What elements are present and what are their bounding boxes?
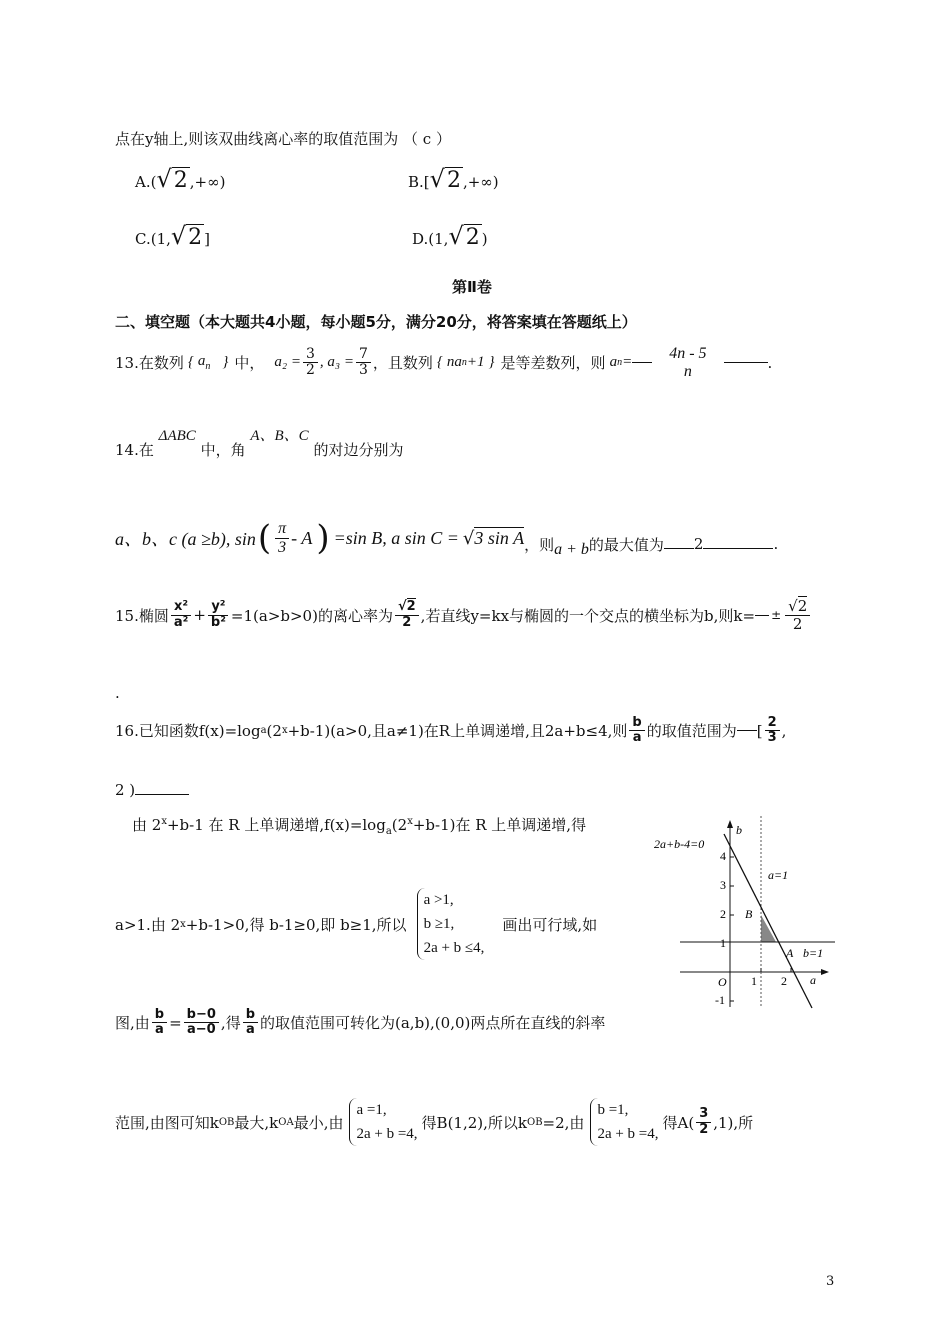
q12-option-c: C.(1,√2 ] xyxy=(135,222,211,250)
feasible-region xyxy=(761,915,776,942)
fraction-b-a: $\frac{b}{a}$ xyxy=(629,716,644,746)
fraction-7-3: $\frac{7}{3}$ xyxy=(356,347,371,379)
fraction-3-2: $\frac{3}{2}$ xyxy=(303,347,318,379)
sqrt-2: √2 xyxy=(448,222,480,250)
axis-label-b: b xyxy=(736,823,742,837)
sqrt-2: √2 xyxy=(170,222,203,250)
question-14-condition: a、b、c (a ≥b), sin ( $\frac{\pi}{3}$ - A ) =sin B, a sin C = √ 3 sin A ，则 a + b 的最大值为 2 . xyxy=(115,518,779,558)
fraction-b-a: $\frac{b}{a}$ xyxy=(152,1008,167,1038)
question-14: 14.在 ΔABC 中，角 A、B、C 的对边分别为 xyxy=(115,428,404,459)
tick-y-2: 2 xyxy=(720,907,726,921)
tick-x-2: 2 xyxy=(781,974,787,988)
a-axis-arrow-icon xyxy=(821,969,829,975)
equation-system-2: a =1, 2a + b =4, xyxy=(349,1098,417,1146)
question-13: 13.在数列 { $a_n$ } 中， a₂ = $\frac{3}{2}$ , a₃ = $\frac{7}{3}$ ，且数列 { na n +1 } 是等差数列，则 a n = 4n - 5 n . xyxy=(115,345,773,380)
q16-line2: 2 ) xyxy=(115,781,189,799)
tick-x-1: 1 xyxy=(751,974,757,988)
sqrt-2: √2 xyxy=(429,165,461,193)
fraction-y2-b2: $\frac{\text{y²}}{\text{b²}}$ xyxy=(208,600,229,630)
fraction-sqrt2-2: $\frac{√2}{2}$ xyxy=(395,600,419,630)
question-16: 16.已知函数f(x)=log a (2 x +b-1)(a>0,且a≠1)在R上单调递增,且2a+b≤4,则 $\frac{b}{a}$ 的取值范围为 [ $\frac{2}{3}$ , xyxy=(115,715,787,746)
q12-stem: 点在y轴上,则该双曲线离心率的取值范围为 （ c ） xyxy=(115,130,451,148)
q12-option-b: B.[√2 ,+∞) xyxy=(408,165,499,193)
q12-option-d: D.(1,√2 ) xyxy=(412,222,488,250)
answer-13: 4n - 5 n xyxy=(669,345,707,380)
label-a-equals-1: a=1 xyxy=(768,868,789,882)
answer-15: $\frac{√2}{2}$ xyxy=(785,598,810,632)
q12-option-a: A.(√2 ,+∞) xyxy=(135,165,226,193)
section-heading: 二、填空题（本大题共4小题，每小题5分，满分20分，将答案填在答题纸上） xyxy=(115,313,637,331)
b-axis-arrow-icon xyxy=(727,820,733,828)
tick-y-neg1: -1 xyxy=(715,993,725,1007)
equation-system-3: b =1, 2a + b =4, xyxy=(590,1098,658,1146)
point-b-label: B xyxy=(745,907,753,921)
inequality-system-1: a >1, b ≥1, 2a + b ≤4, xyxy=(417,888,485,960)
line-label: 2a+b-4=0 xyxy=(654,837,705,851)
tick-y-1: 1 xyxy=(720,936,726,950)
question-15: 15.椭圆 $\frac{\text{x²}}{\text{a²}}$ + $\frac{\text{y²}}{\text{b²}}$ =1(a>b>0)的离心率为 $\frac{√2}{2}$ ,若直线y=kx与椭圆的一个交点的横坐标为b,则k= ± $\frac{√2}{2}$ xyxy=(115,598,812,632)
answer-16-fraction: $\frac{2}{3}$ xyxy=(765,716,780,746)
label-b-equals-1: b=1 xyxy=(803,946,824,960)
solution-line-3: 图,由 $\frac{b}{a}$ = $\frac{b-0}{a-0}$ ,得 $\frac{b}{a}$ 的取值范围可转化为(a,b),(0,0)两点所在直线的斜率 xyxy=(115,1007,606,1038)
fraction-pi-3: $\frac{\pi}{3}$ xyxy=(275,520,289,556)
solution-line-1: 由 $2^x+b-1$ 在 R 上单调递增$,f(x)=\log_a(2^x+b-1)$在 R 上单调递增,得 xyxy=(132,816,587,837)
page-number: 3 xyxy=(826,1274,835,1289)
q15-dot: . xyxy=(115,684,120,702)
section-title: 第Ⅱ卷 xyxy=(452,278,492,296)
solution-line-2: a>1.由 2 x +b-1>0,得 b-1≥0,即 b≥1,所以 a >1, b ≥1, 2a + b ≤4, 画出可行域,如 xyxy=(115,888,597,960)
feasible-region-graph xyxy=(650,812,840,1012)
fraction-b0-a0: $\frac{b-0}{a-0}$ xyxy=(184,1008,219,1038)
axis-label-a: a xyxy=(810,973,816,987)
point-a-label: A xyxy=(786,946,794,960)
tick-y-3: 3 xyxy=(720,878,726,892)
fraction-b-a: $\frac{b}{a}$ xyxy=(243,1008,258,1038)
tick-y-4: 4 xyxy=(720,849,726,863)
fraction-x2-a2: $\frac{\text{x²}}{\text{a²}}$ xyxy=(171,600,191,630)
origin-label: O xyxy=(718,975,727,989)
fraction-3-2: $\frac{3}{2}$ xyxy=(696,1107,711,1137)
solution-line-4: 范围,由图可知k OB 最大,k OA 最小,由 a =1, 2a + b =4, 得B(1,2),所以k OB =2,由 b =1, 2a + b =4, 得A( $\frac{3}{2}$ ,1),所 xyxy=(115,1098,753,1146)
line-2a-b-4 xyxy=(724,834,812,1008)
sqrt-2: √2 xyxy=(156,165,188,193)
